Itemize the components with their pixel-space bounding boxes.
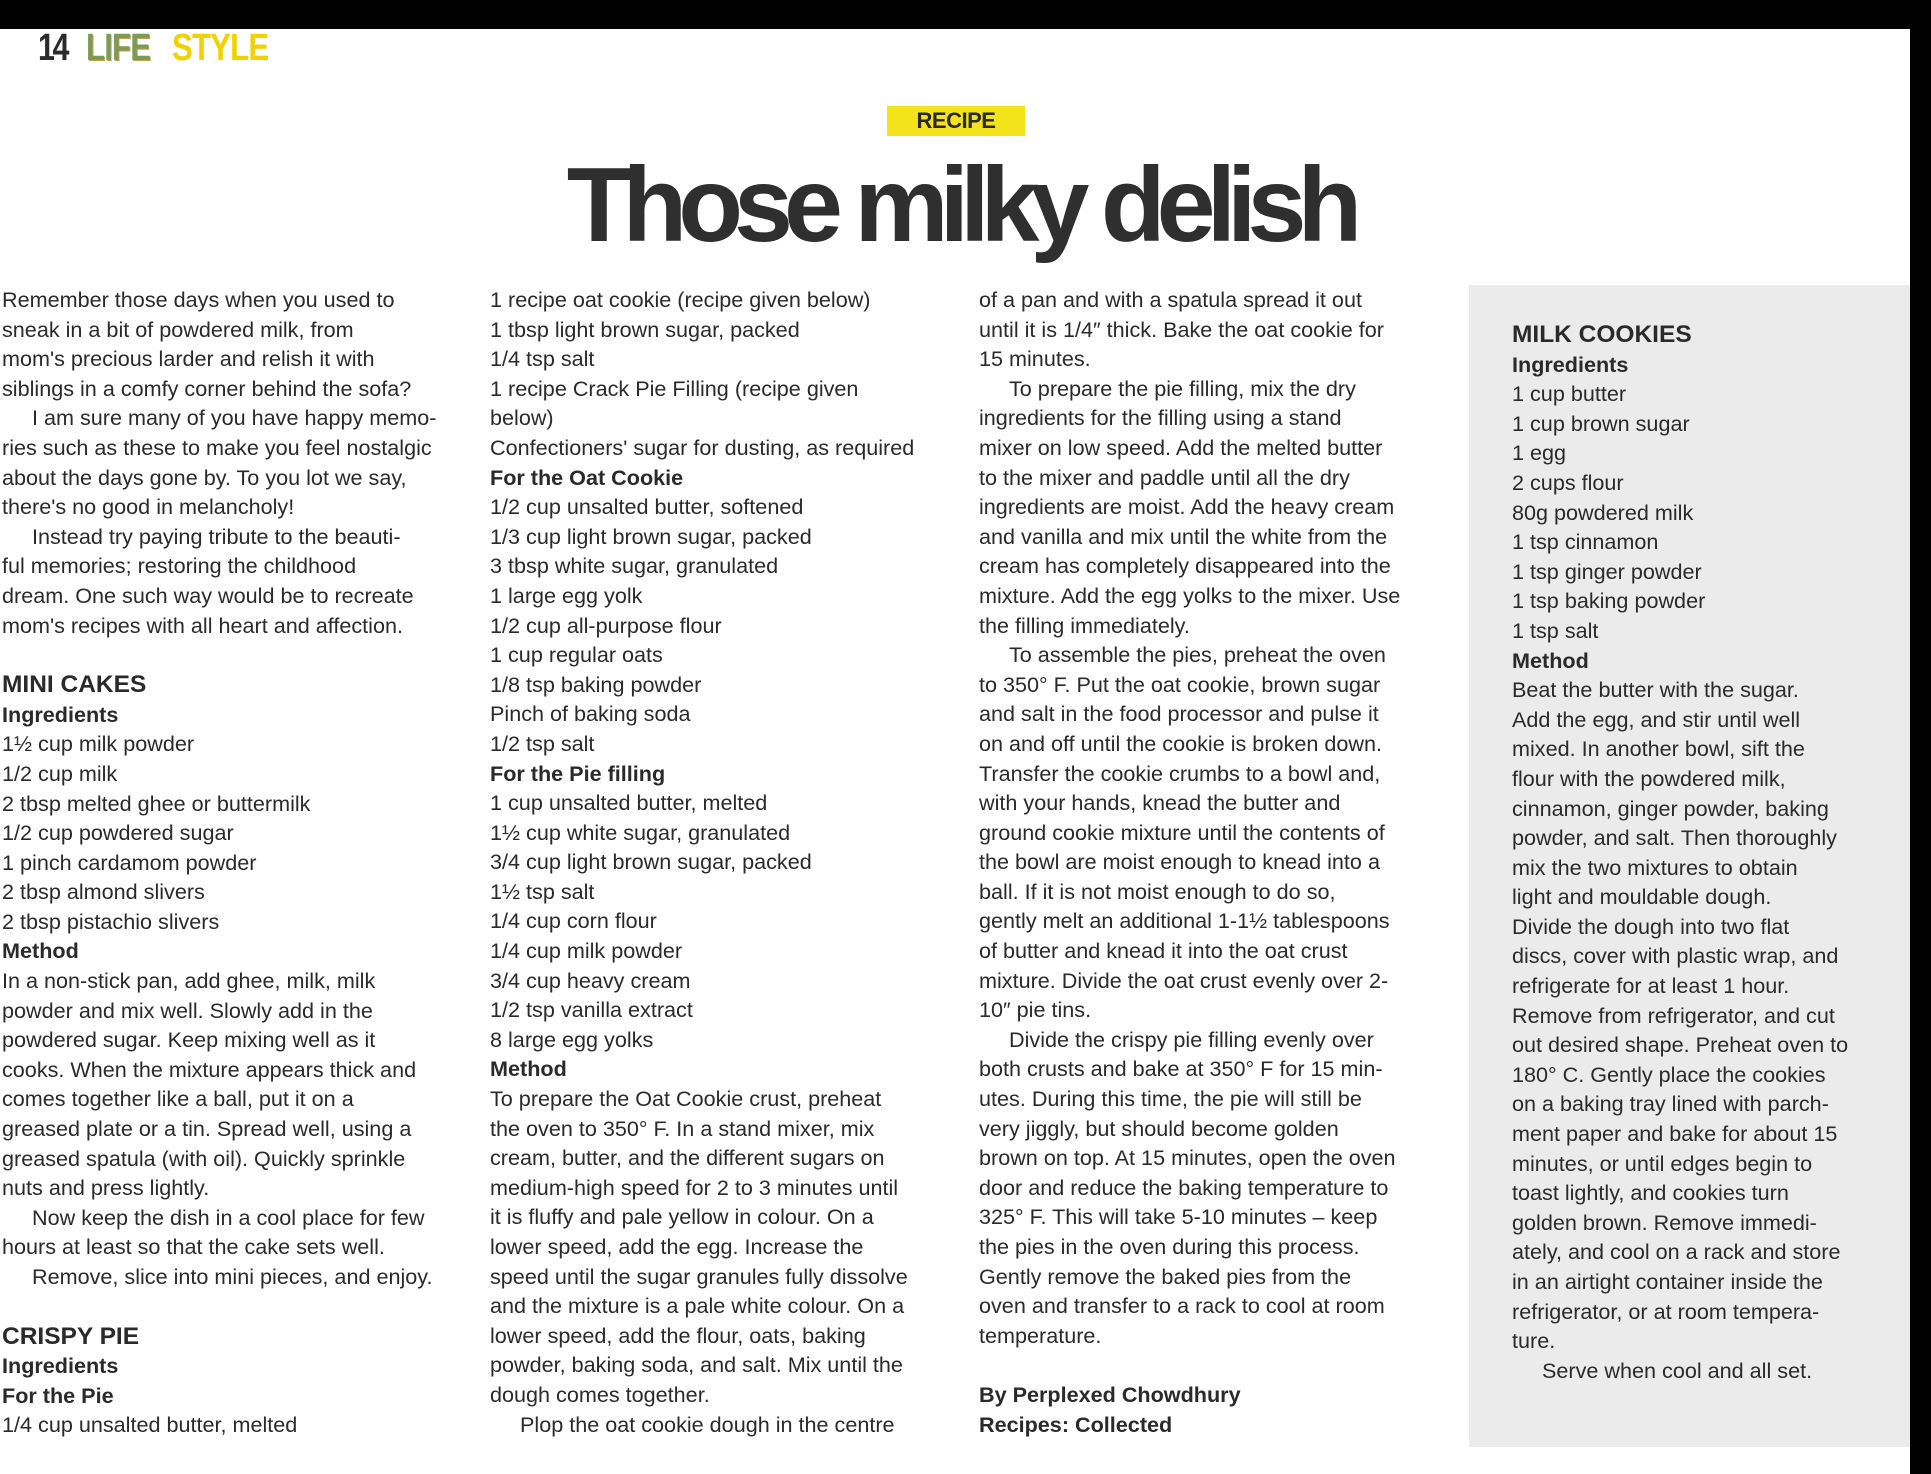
text-line: 1 recipe Crack Pie Filling (recipe given [490,375,859,401]
recipe-heading: MINI CAKES [2,671,147,699]
text-line: 1 tsp salt [1512,617,1599,643]
text-line: discs, cover with plastic wrap, and [1512,943,1839,969]
text-line: ries such as these to make you feel nostalgic [2,434,432,460]
text-line: powdered sugar. Keep mixing well as it [2,1027,376,1053]
text-line: 1 cup regular oats [490,642,663,668]
text-line: To prepare the pie filling, mix the dry [1009,375,1356,401]
text-line: 3 tbsp white sugar, granulated [490,553,779,579]
text-line: the filling immediately. [979,612,1190,638]
text-line: 1/3 cup light brown sugar, packed [490,523,812,549]
text-line: ture. [1512,1328,1556,1354]
top-border-band [0,0,1931,29]
text-line: cream, butter, and the different sugars on [490,1145,885,1171]
text-line: sneak in a bit of powdered milk, from [2,316,354,342]
text-line: Gently remove the baked pies from the [979,1263,1352,1289]
text-line: until it is 1/4″ thick. Bake the oat cookie for [979,316,1384,342]
text-line: Divide the crispy pie filling evenly over [1009,1026,1374,1052]
text-line: 1/2 tsp vanilla extract [490,997,693,1023]
subheading-line: Method [2,938,79,964]
subheading-line: Method [490,1056,567,1082]
text-line: 2 tbsp almond slivers [2,879,205,905]
text-line: ately, and cool on a rack and store [1512,1239,1841,1265]
text-line: brown on top. At 15 minutes, open the oven [979,1145,1396,1171]
text-line: Transfer the cookie crumbs to a bowl and, [979,760,1381,786]
text-line: on and off until the cookie is broken down. [979,730,1382,756]
text-line: the bowl are moist enough to knead into a [979,849,1380,875]
text-line: 2 tbsp pistachio slivers [2,908,220,934]
text-line: temperature. [979,1322,1102,1348]
text-line: 1/4 tsp salt [490,346,595,372]
text-line: out desired shape. Preheat oven to [1512,1032,1849,1058]
text-line: greased spatula (with oil). Quickly sprinkle [2,1145,406,1171]
text-line: mom's precious larder and relish it with [2,346,375,372]
text-line: it is fluffy and pale yellow in colour. On a [490,1204,874,1230]
text-line: In a non-stick pan, add ghee, milk, milk [2,968,376,994]
column-2 [490,285,950,1439]
text-line: there's no good in melancholy! [2,494,295,520]
text-line: 1½ cup white sugar, granulated [490,819,791,845]
text-line: 1/2 tsp salt [490,730,595,756]
text-line: 1½ cup milk powder [2,731,195,757]
recipe-heading: CRISPY PIE [2,1322,140,1350]
text-line: mix the two mixtures to obtain [1512,854,1798,880]
article-headline: Those milky delish [566,146,1354,264]
text-line: 1½ tsp salt [490,878,595,904]
text-line: ground cookie mixture until the contents of [979,819,1385,845]
text-line: 180° C. Gently place the cookies [1512,1061,1826,1087]
text-line: 1/4 cup milk powder [490,938,683,964]
text-line: 1 tbsp light brown sugar, packed [490,316,800,342]
text-line: powder and mix well. Slowly add in the [2,997,373,1023]
text-line: mixture. Divide the oat crust evenly over 2- [979,967,1389,993]
subheading-line: For the Pie filling [490,760,666,786]
text-line: ful memories; restoring the childhood [2,553,357,579]
text-line: 15 minutes. [979,346,1091,372]
text-line: cream has completely disappeared into the [979,553,1391,579]
text-line: 1 tsp baking powder [1512,588,1706,614]
text-line: and salt in the food processor and pulse it [979,701,1379,727]
recipe-kicker: RECIPE [887,106,1025,136]
masthead [38,28,282,68]
text-line: medium-high speed for 2 to 3 minutes until [490,1174,899,1200]
text-line: toast lightly, and cookies turn [1512,1180,1789,1206]
text-line: both crusts and bake at 350° F for 15 min- [979,1056,1383,1082]
text-line: the pies in the oven during this process. [979,1234,1360,1259]
text-line: Plop the oat cookie dough in the centre [520,1411,895,1437]
spacer [979,1350,1439,1380]
text-line: 1/8 tsp baking powder [490,671,702,697]
text-line: 1/2 cup unsalted butter, softened [490,494,804,520]
text-line: 1/2 cup milk [2,760,118,786]
text-line: below) [490,405,554,431]
subheading-line: For the Oat Cookie [490,464,684,490]
column-3 [979,285,1439,1440]
text-line: of butter and knead it into the oat crust [979,938,1348,964]
text-line: greased plate or a tin. Spread well, using a [2,1116,412,1142]
text-line: ball. If it is not moist enough to do so, [979,878,1336,904]
text-line: 10″ pie tins. [979,997,1092,1023]
subheading-line: Recipes: Collected [979,1411,1173,1437]
text-line: 80g powdered milk [1512,499,1694,525]
right-border-band [1910,29,1931,1474]
text-line: hours at least so that the cake sets well. [2,1234,385,1260]
subheading-line: Ingredients [2,701,119,727]
section-name-style: STYLE [172,26,269,69]
text-line: and vanilla and mix until the white from the [979,523,1388,549]
subheading-line: For the Pie [2,1382,114,1408]
text-line: mixed. In another bowl, sift the [1512,736,1805,762]
column-milk-cookies [1512,320,1902,1385]
text-line: on a baking tray lined with parch- [1512,1091,1829,1117]
text-line: powder, baking soda, and salt. Mix until the [490,1352,903,1378]
text-line: gently melt an additional 1-1½ tablespoons [979,908,1390,934]
text-line: oven and transfer to a rack to cool at room [979,1293,1385,1319]
text-line: ingredients for the filling using a stand [979,405,1342,431]
text-line: 1 pinch cardamom powder [2,849,257,875]
text-line: 1 tsp ginger powder [1512,558,1702,584]
text-line: comes together like a ball, put it on a [2,1086,354,1112]
text-line: 1 cup brown sugar [1512,410,1690,436]
text-line: in an airtight container inside the [1512,1269,1823,1294]
text-line: door and reduce the baking temperature to [979,1174,1389,1200]
text-line: Divide the dough into two flat [1512,913,1790,939]
spacer [2,640,462,670]
text-line: golden brown. Remove immedi- [1512,1209,1817,1235]
text-line: ment paper and bake for about 15 [1512,1121,1838,1147]
text-line: utes. During this time, the pie will still be [979,1086,1362,1112]
text-line: 2 tbsp melted ghee or buttermilk [2,790,311,816]
text-line: mixture. Add the egg yolks to the mixer. Use [979,582,1401,608]
text-line: flour with the powdered milk, [1512,765,1786,791]
subheading-line: Method [1512,647,1589,673]
text-line: of a pan and with a spatula spread it out [979,287,1362,312]
text-line: 3/4 cup light brown sugar, packed [490,849,812,875]
text-line: siblings in a comfy corner behind the sofa? [2,375,412,401]
text-line: minutes, or until edges begin to [1512,1150,1813,1176]
recipe-heading: MILK COOKIES [1512,321,1692,348]
text-line: cooks. When the mixture appears thick and [2,1056,417,1082]
text-line: Pinch of baking soda [490,701,691,727]
text-line: Serve when cool and all set. [1542,1357,1813,1383]
text-line: I am sure many of you have happy memo- [32,405,437,431]
text-line: refrigerate for at least 1 hour. [1512,973,1790,999]
text-line: lower speed, add the flour, oats, baking [490,1322,866,1348]
text-line: Confectioners' sugar for dusting, as required [490,434,915,460]
text-line: To assemble the pies, preheat the oven [1009,642,1386,668]
text-line: cinnamon, ginger powder, baking [1512,795,1829,821]
text-line: Remove from refrigerator, and cut [1512,1002,1835,1028]
text-line: mom's recipes with all heart and affection. [2,612,404,638]
text-line: powder, and salt. Then thoroughly [1512,825,1837,851]
text-line: very jiggly, but should become golden [979,1115,1339,1141]
text-line: 1 large egg yolk [490,582,643,608]
text-line: 325° F. This will take 5-10 minutes – keep [979,1204,1378,1230]
text-line: 2 cups flour [1512,469,1624,495]
spacer [2,1292,462,1322]
text-line: ingredients are moist. Add the heavy cream [979,494,1395,520]
text-line: Remember those days when you used to [2,287,395,312]
text-line: 1/4 cup corn flour [490,908,657,934]
text-line: about the days gone by. To you lot we say, [2,464,407,490]
text-line: dream. One such way would be to recreate [2,582,414,608]
subheading-line: Ingredients [1512,351,1629,377]
text-line: lower speed, add the egg. Increase the [490,1234,864,1259]
text-line: 1/2 cup powdered sugar [2,820,234,846]
text-line: to the mixer and paddle until all the dry [979,464,1350,490]
subheading-line: Ingredients [2,1353,119,1379]
page-number: 14 [38,26,68,69]
text-line: 1 cup unsalted butter, melted [490,790,768,816]
text-line: To prepare the Oat Cookie crust, preheat [490,1086,882,1112]
text-line: 1 recipe oat cookie (recipe given below) [490,287,871,312]
section-name-life: LIFE [86,26,151,69]
text-line: Now keep the dish in a cool place for few [32,1204,425,1230]
text-line: 1 cup butter [1512,381,1627,407]
text-line: 1 egg [1512,440,1567,466]
text-line: Remove, slice into mini pieces, and enjoy. [32,1264,433,1289]
text-line: 3/4 cup heavy cream [490,967,691,993]
text-line: 1/2 cup all-purpose flour [490,612,722,638]
text-line: 1 tsp cinnamon [1512,529,1659,555]
text-line: the oven to 350° F. In a stand mixer, mix [490,1115,875,1141]
text-line: dough comes together. [490,1381,710,1407]
text-line: mixer on low speed. Add the melted butter [979,434,1383,460]
column-1 [2,285,462,1440]
text-line: with your hands, knead the butter and [979,790,1341,816]
text-line: 8 large egg yolks [490,1026,654,1052]
text-line: refrigerator, or at room tempera- [1512,1298,1820,1324]
text-line: and the mixture is a pale white colour. On a [490,1293,905,1319]
text-line: Instead try paying tribute to the beauti- [32,523,401,549]
text-line: 1/4 cup unsalted butter, melted [2,1412,298,1438]
text-line: Add the egg, and stir until well [1512,706,1801,732]
text-line: Beat the butter with the sugar. [1512,677,1799,703]
text-line: speed until the sugar granules fully dissolve [490,1263,908,1289]
text-line: light and mouldable dough. [1512,884,1772,910]
text-line: nuts and press lightly. [2,1175,210,1201]
text-line: to 350° F. Put the oat cookie, brown sugar [979,671,1381,697]
subheading-line: By Perplexed Chowdhury [979,1382,1241,1408]
